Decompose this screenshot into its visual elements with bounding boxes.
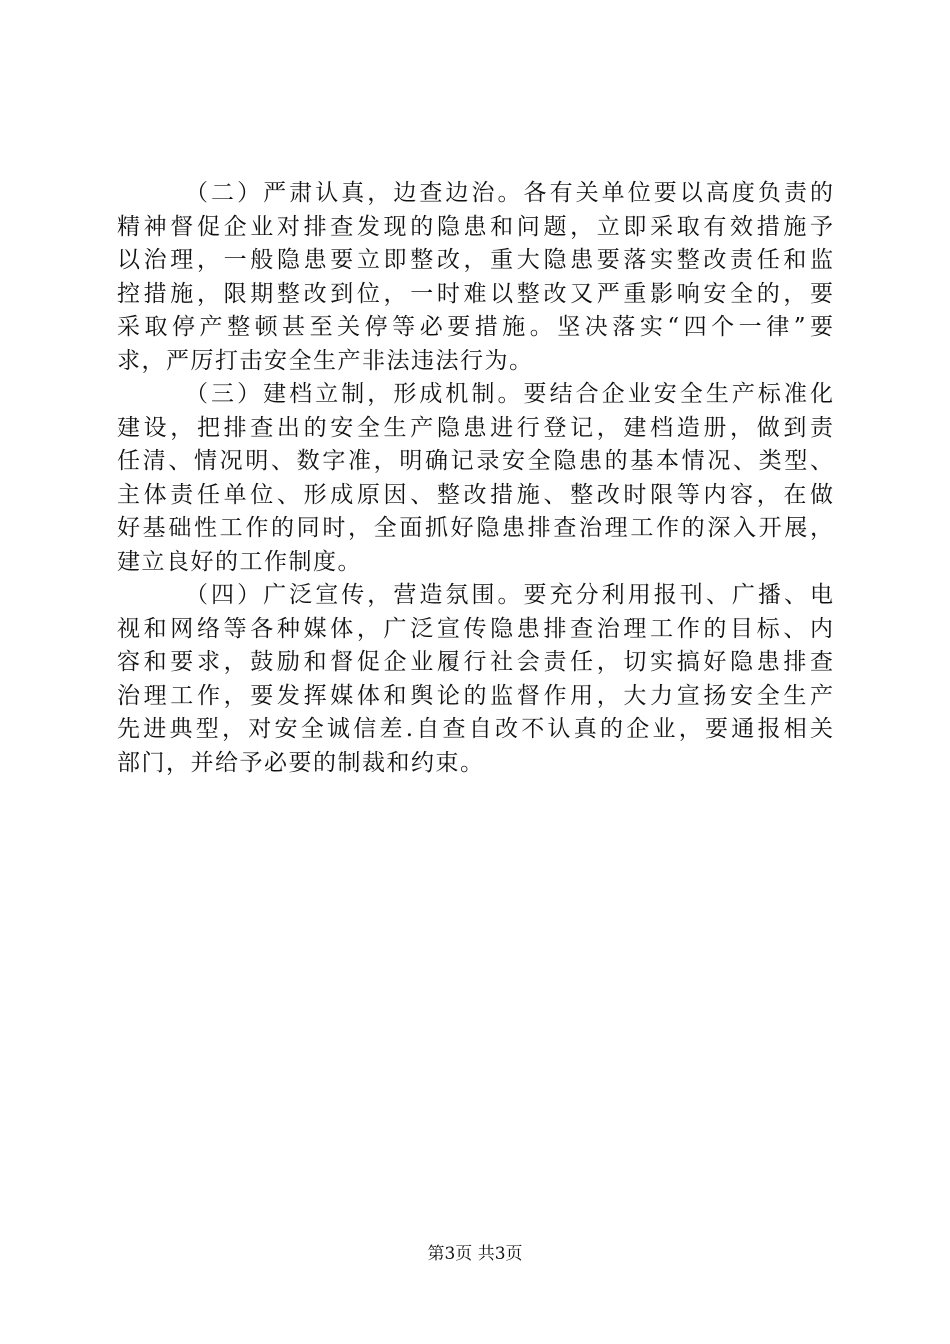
paragraph-4-line-6: 部门，并给予必要的制裁和约束。 (117, 749, 485, 776)
paragraph-4-line-1: （四）广泛宣传，营造氛围。要充分利用报刊、广播、电 (185, 582, 833, 608)
page-number-footer: 第3页 共3页 (427, 1244, 523, 1264)
paragraph-3-line-2: 建设，把排查出的安全生产隐患进行登记，建档造册，做到责 (117, 414, 833, 441)
paragraph-2-line-2: 精神督促企业对排查发现的隐患和问题，立即采取有效措施予 (117, 213, 833, 240)
paragraph-3-line-5: 好基础性工作的同时，全面抓好隐患排查治理工作的深入开展， (117, 515, 833, 541)
paragraph-4-line-2: 视和网络等各种媒体，广泛宣传隐患排查治理工作的目标、内 (117, 615, 833, 642)
paragraph-3-line-4: 主体责任单位、形成原因、整改措施、整改时限等内容，在做 (117, 481, 833, 508)
paragraph-3-line-1: （三）建档立制，形成机制。要结合企业安全生产标准化 (185, 381, 833, 407)
document-body (117, 177, 833, 780)
paragraph-3-line-6: 建立良好的工作制度。 (117, 548, 362, 575)
paragraph-2-line-3: 以治理，一般隐患要立即整改，重大隐患要落实整改责任和监 (117, 247, 833, 273)
paragraph-4-line-5: 先进典型，对安全诚信差.自查自改不认真的企业，要通报相关 (117, 716, 833, 742)
paragraph-2-line-4: 控措施，限期整改到位，一时难以整改又严重影响安全的，要 (117, 280, 833, 307)
paragraph-3-line-3: 任清、情况明、数字准，明确记录安全隐患的基本情况、类型、 (117, 448, 833, 474)
paragraph-4-line-3: 容和要求，鼓励和督促企业履行社会责任，切实搞好隐患排查 (117, 649, 833, 675)
paragraph-2-line-5: 采取停产整顿甚至关停等必要措施。坚决落实“四个一律”要 (117, 314, 833, 340)
paragraph-4-line-4: 治理工作，要发挥媒体和舆论的监督作用，大力宣扬安全生产 (117, 682, 833, 709)
paragraph-2-line-6: 求，严厉打击安全生产非法违法行为。 (117, 347, 534, 374)
paragraph-2-line-1: （二）严肃认真，边查边治。各有关单位要以高度负责的 (185, 180, 833, 206)
